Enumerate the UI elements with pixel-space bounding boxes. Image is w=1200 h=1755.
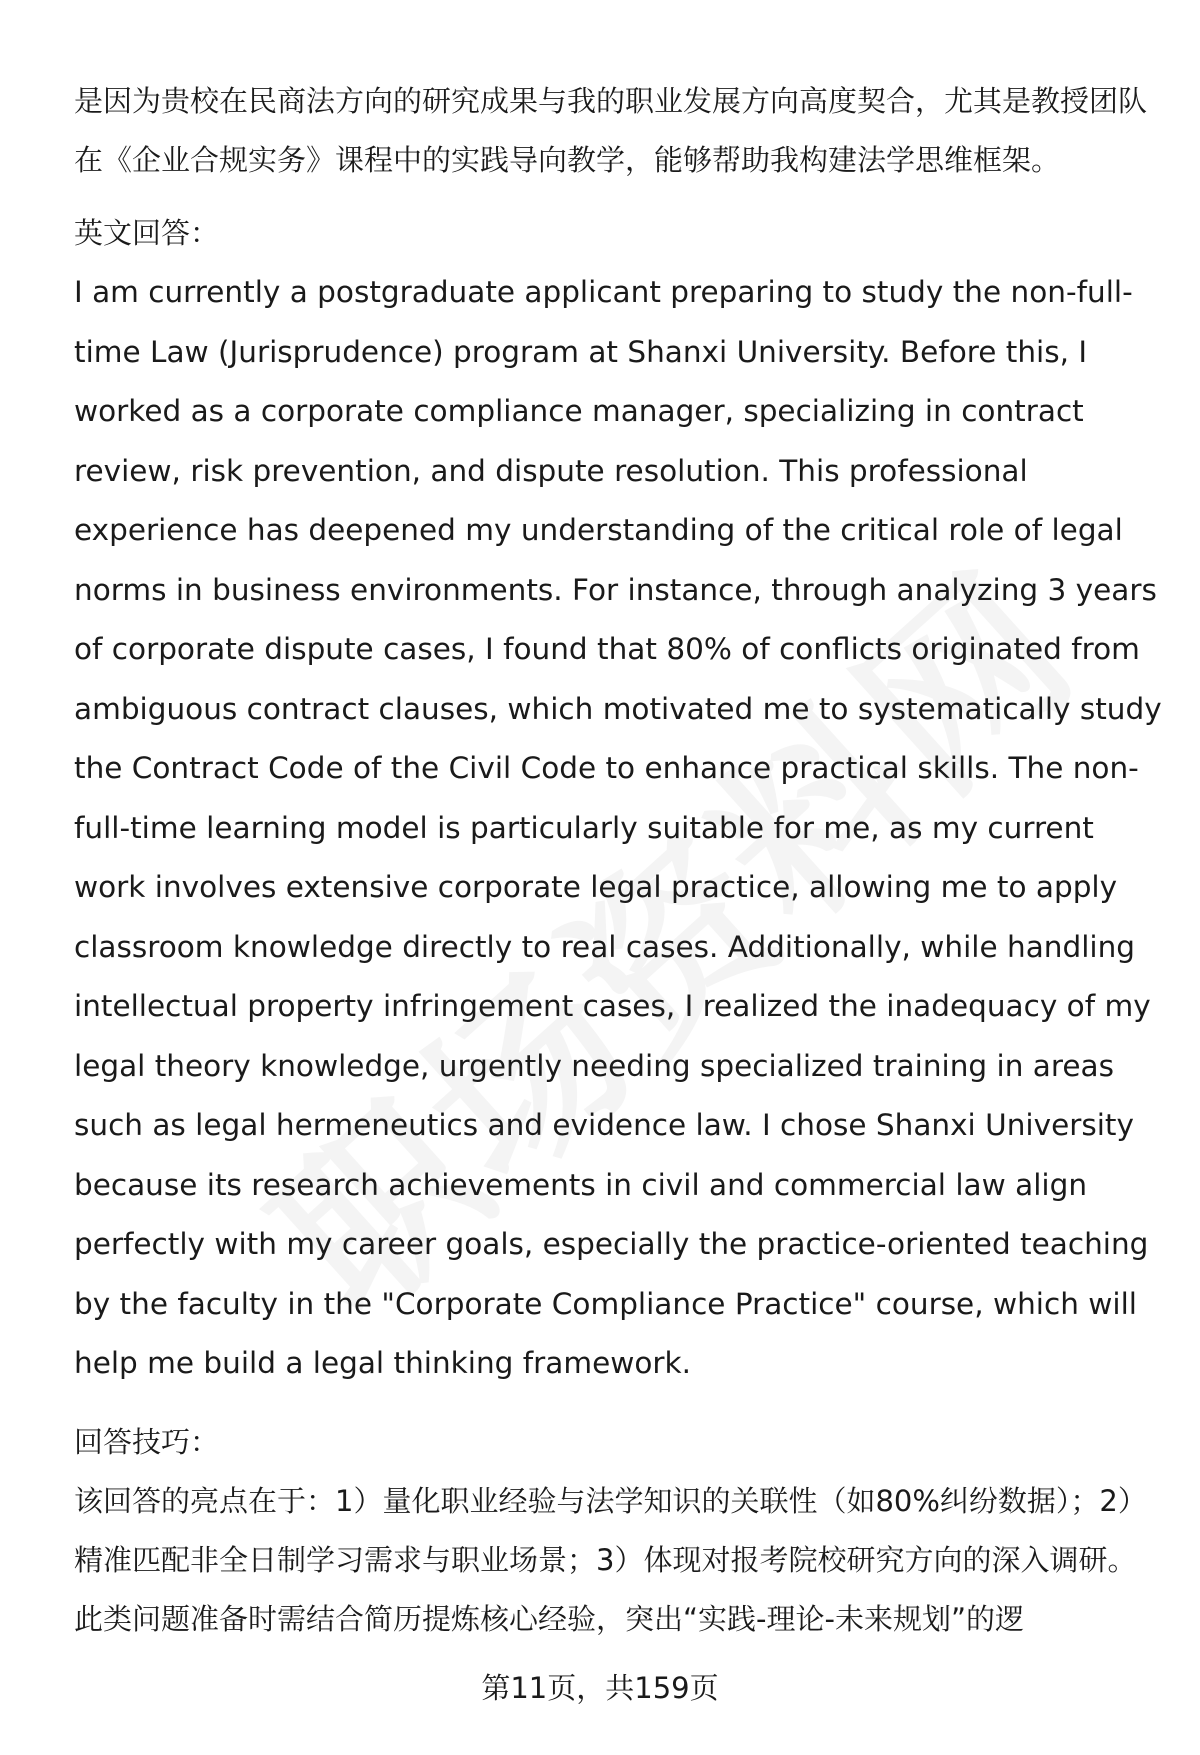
- page-number: 第11页，共159页: [481, 1671, 719, 1705]
- tips-body: 该回答的亮点在于：1）量化职业经验与法学知识的关联性（如80%纠纷数据）；2）精准匹配非全日制学习需求与职业场景；3）体现对报考院校研究方向的深入调研。此类问题准备时需结合简历提炼核心经验，突出“实践-理论-未来规划”的逻: [74, 1483, 1147, 1636]
- english-answer-body: I am currently a postgraduate applicant preparing to study the non-full-time Law (Jurisprudence) program at Shanxi University. Before this, I worked as a corporate compliance manager, specializing in contract review, risk prevention, and dispute resolution. This professional experience has deepened my understanding of the critical role of legal norms in business environments. For instance, through analyzing 3 years of corporate dispute cases, I found that 80% of conflicts originated from ambiguous contract clauses, which motivated me to systematically study the Contract Code of the Civil Code to enhance practical skills. The non-full-time learning model is particularly suitable for me, as my current work involves extensive corporate legal practice, allowing me to apply classroom knowledge directly to real cases. Additionally, while handling intellectual property infringement cases, I realized the inadequacy of my legal theory knowledge, urgently needing specialized training in areas such as legal hermeneutics and evidence law. I chose Shanxi University because its research achievements in civil and commercial law align perfectly with my career goals, especially the practice-oriented teaching by the faculty in the "Corporate Compliance Practice" course, which will help me build a legal thinking framework.: [74, 275, 1162, 1380]
- page-content: [74, 72, 1164, 1649]
- tips-heading: 回答技巧：: [74, 1424, 220, 1459]
- english-answer-heading: 英文回答：: [74, 216, 220, 250]
- intro-paragraph-tail: 是因为贵校在民商法方向的研究成果与我的职业发展方向高度契合，尤其是教授团队在《企业合规实务》课程中的实践导向教学，能够帮助我构建法学思维框架。: [74, 84, 1148, 177]
